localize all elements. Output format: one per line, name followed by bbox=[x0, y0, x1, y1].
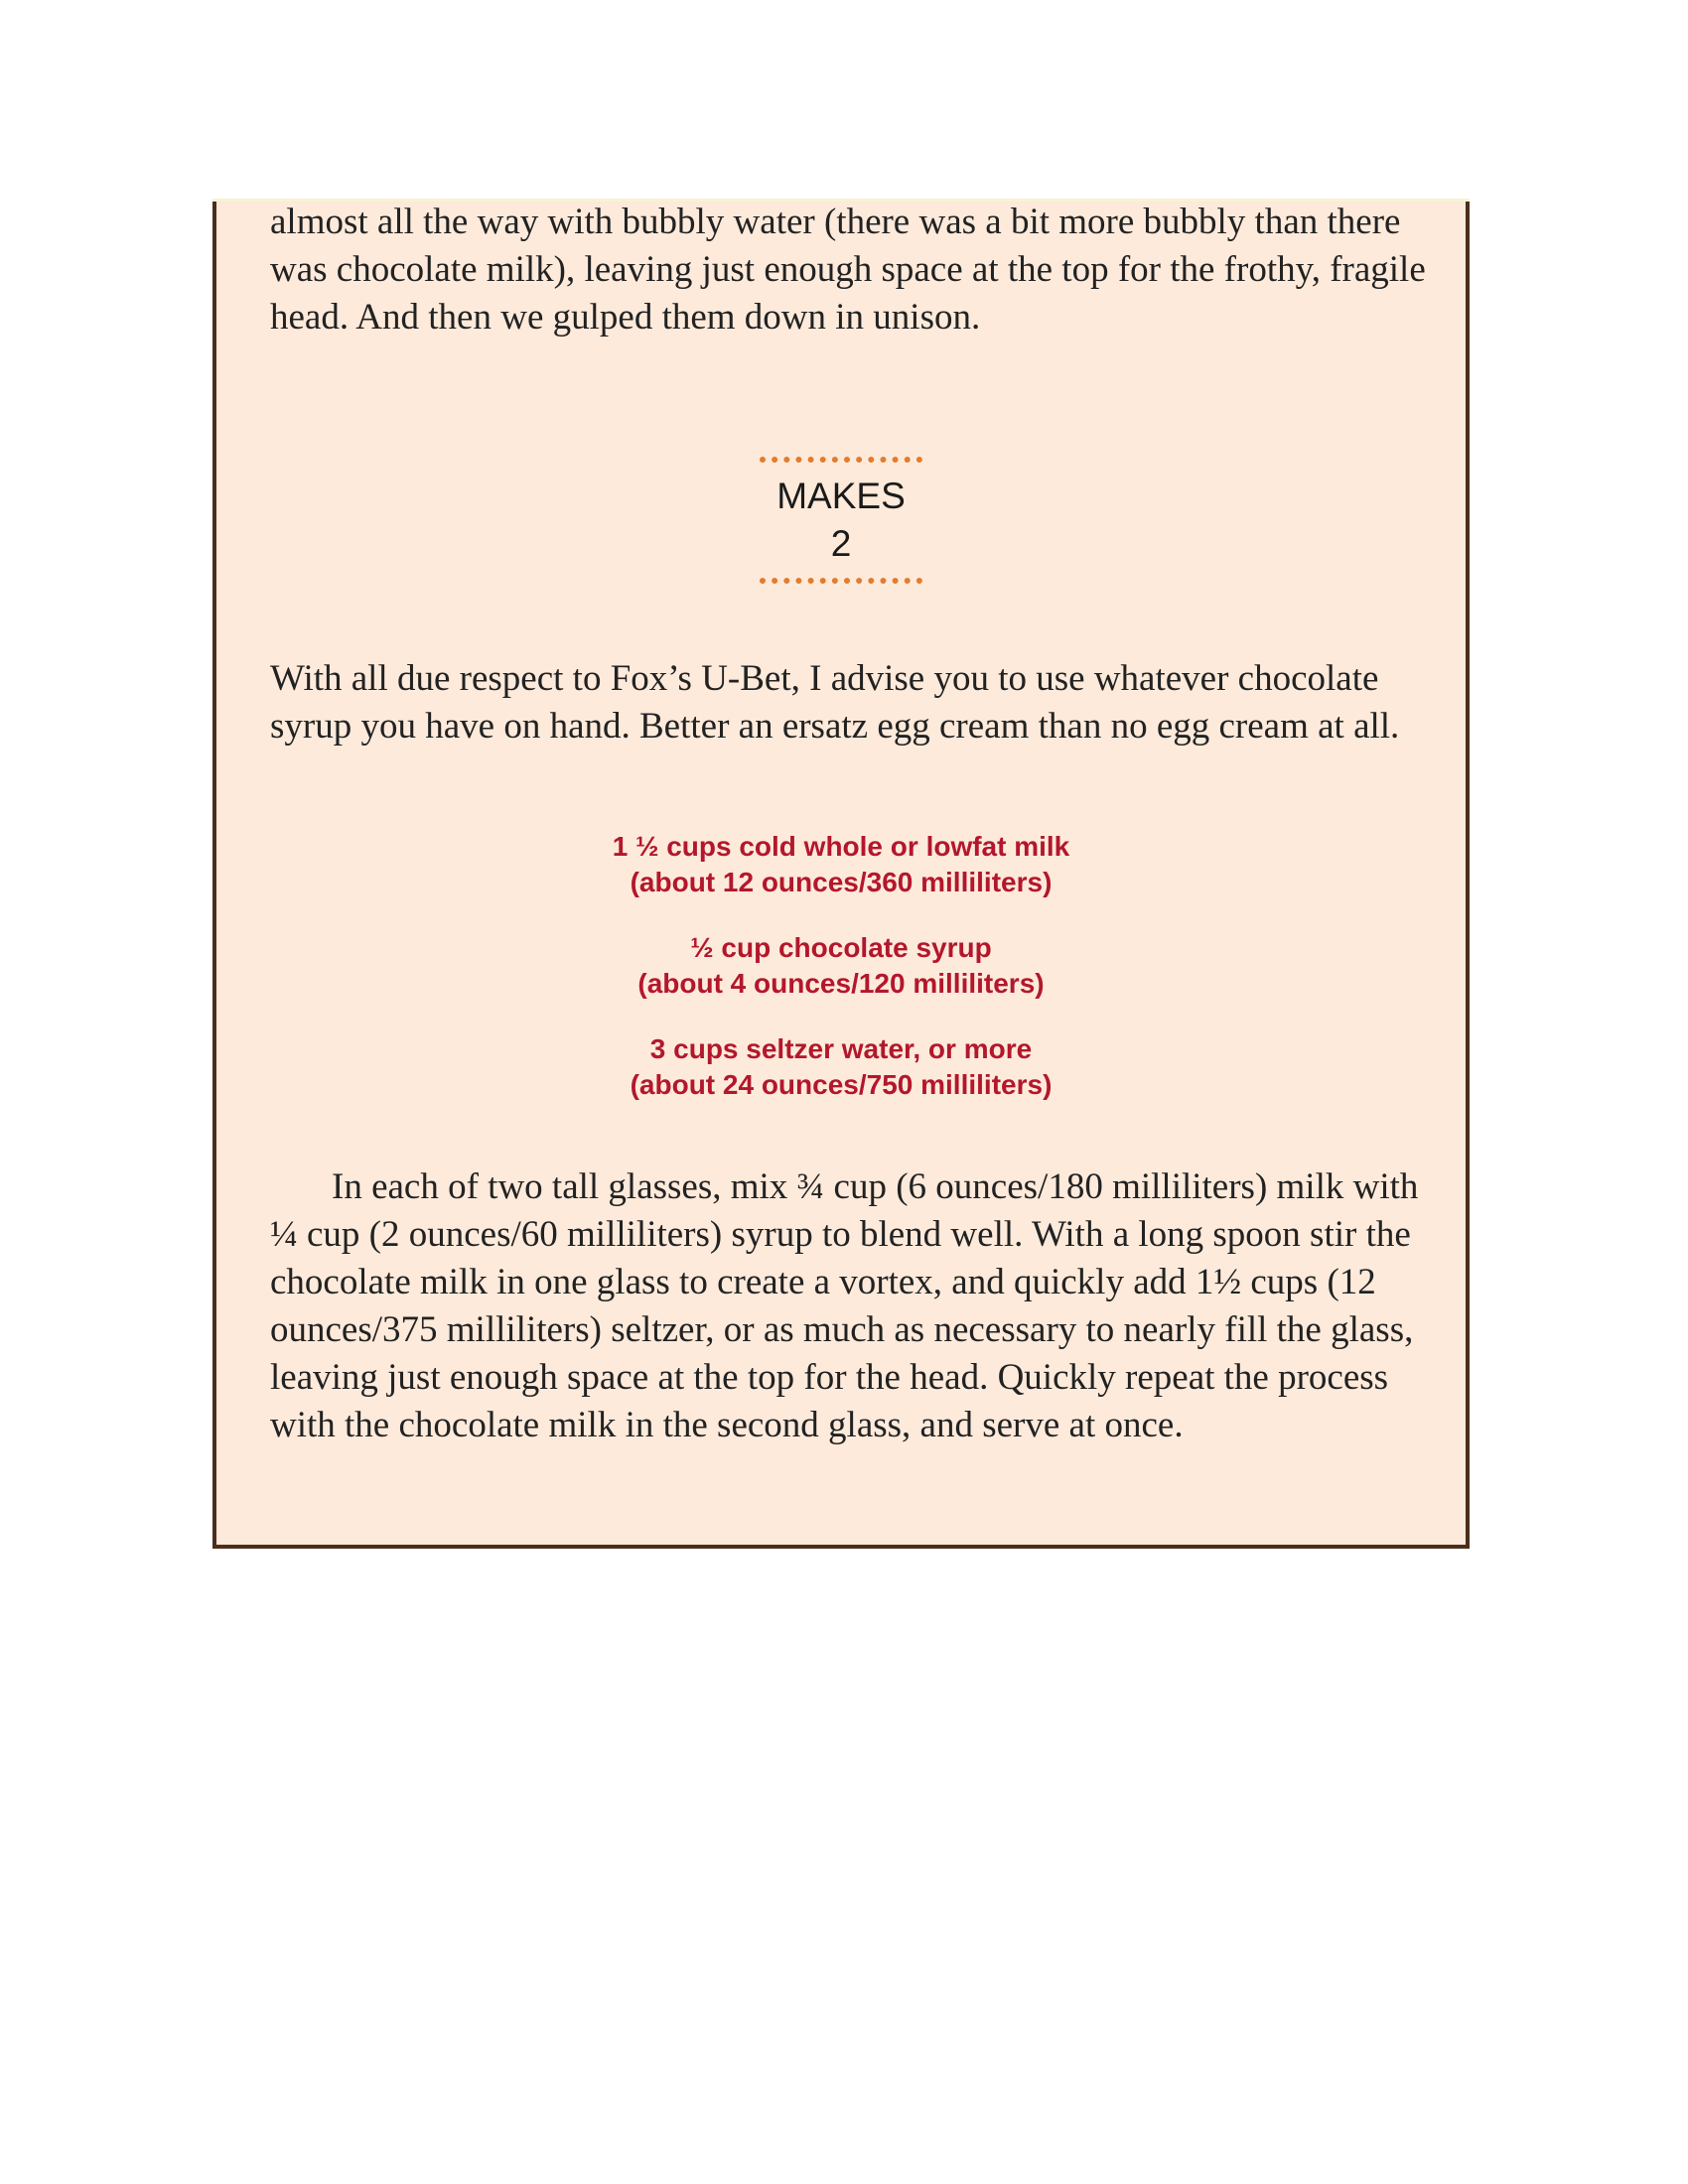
yield-value: 2 bbox=[830, 523, 852, 564]
ingredient-amount: ½ cup chocolate syrup bbox=[690, 932, 992, 963]
ingredient-item bbox=[216, 1031, 1466, 1103]
yield-top-dotted-rule bbox=[760, 457, 922, 463]
yield-bottom-dotted-rule bbox=[760, 578, 922, 584]
yield-text bbox=[216, 473, 1466, 568]
ingredient-item bbox=[216, 829, 1466, 900]
yield-label: MAKES bbox=[776, 476, 906, 516]
recipe-box bbox=[212, 199, 1470, 1549]
note-paragraph: With all due respect to Fox’s U-Bet, I advise you to use whatever chocolate syrup you have on hand. Better an ersatz egg cream than no egg cream at all. bbox=[270, 658, 1400, 747]
ingredient-metric: (about 4 ounces/120 milliliters) bbox=[637, 968, 1045, 999]
method-paragraph: In each of two tall glasses, mix ¾ cup (6 ounces/180 milliliters) milk with ¼ cup (2 ounces/60 milliliters) syrup to blend well. With a long spoon stir the chocolate milk in one glass to create a vortex, and quickly add 1½ cups (12 ounces/375 milliliters) seltzer, or as much as necessary to nearly fill the glass, leaving just enough space at the top for the head. Quickly repeat the process with the chocolate milk in the second glass, and serve at once. bbox=[270, 1166, 1419, 1445]
intro-paragraph: almost all the way with bubbly water (there was a bit more bubbly than there was chocolate milk), leaving just enough space at the top for the frothy, fragile head. And then we gulped them down in unison. bbox=[270, 202, 1426, 338]
ingredient-amount: 1 ½ cups cold whole or lowfat milk bbox=[612, 831, 1070, 862]
ingredient-metric: (about 12 ounces/360 milliliters) bbox=[630, 867, 1053, 897]
yield-block bbox=[216, 457, 1466, 584]
ingredient-list bbox=[216, 829, 1466, 1133]
ingredient-metric: (about 24 ounces/750 milliliters) bbox=[630, 1069, 1053, 1100]
ingredient-amount: 3 cups seltzer water, or more bbox=[649, 1033, 1033, 1064]
ingredient-item bbox=[216, 930, 1466, 1002]
